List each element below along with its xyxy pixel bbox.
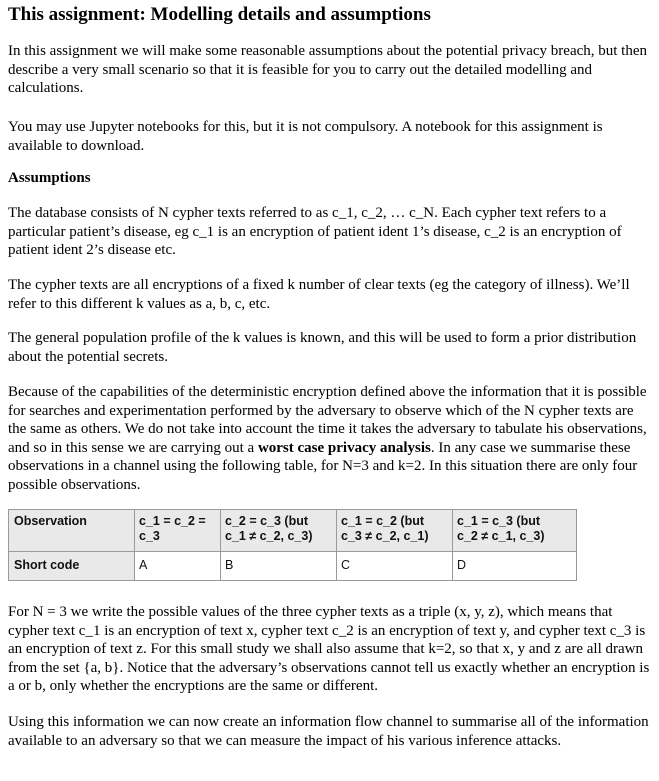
database-paragraph: The database consists of N cypher texts referred to as c_1, c_2, … c_N. Each cypher text refers to a particular patient’s disease, eg c_1 is an encryption of patient ident 1’s disease, c_2 is an encryption of patient ident 2’s disease etc. bbox=[8, 205, 622, 259]
observation-row bbox=[9, 510, 577, 552]
flow-paragraph: Using this information we can now create an information flow channel to summarise all of the information available to an adversary so that we can measure the impact of his various inference attacks. bbox=[8, 714, 649, 749]
observation-cell: c_1 = c_3 (but c_2 ≠ c_1, c_3) bbox=[453, 510, 577, 552]
short-code-cell: B bbox=[221, 552, 337, 581]
triple-paragraph: For N = 3 we write the possible values of the three cypher texts as a triple (x, y, z), which means that cypher text c_1 is an encryption of text x, cypher text c_2 is an encryption of text y, and cypher text c_3 is an encryption of text z. For this small study we shall also assume that k=2, so that x, y and z are all drawn from the set {a, b}. Notice that the adversary’s observations cannot tell us exactly whether an encryption is a or b, only whether the encryptions are the same or different. bbox=[8, 604, 650, 695]
short-code-header: Short code bbox=[9, 552, 135, 581]
observation-cell: c_2 = c_3 (but c_1 ≠ c_2, c_3) bbox=[221, 510, 337, 552]
short-code-cell: A bbox=[135, 552, 221, 581]
short-code-row bbox=[9, 552, 577, 581]
cypher-paragraph: The cypher texts are all encryptions of a fixed k number of clear texts (eg the category of illness). We’ll refer to this different k values as a, b, c, etc. bbox=[8, 277, 630, 312]
observation-header: Observation bbox=[9, 510, 135, 552]
capabilities-paragraph bbox=[8, 383, 653, 495]
short-code-cell: C bbox=[337, 552, 453, 581]
capabilities-text-before: Because of the capabilities of the deterministic encryption defined above the information that it is possible for searches and experimentation performed by the adversary to observe which of the N cypher texts are the same as others. We do not take into account the time it takes the adversary to tabulate his observations, and so in this sense we are carrying out a bbox=[8, 384, 647, 456]
observation-cell: c_1 = c_2 (but c_3 ≠ c_2, c_1) bbox=[337, 510, 453, 552]
worst-case-emphasis: worst case privacy analysis bbox=[257, 439, 431, 456]
short-code-cell: D bbox=[453, 552, 577, 581]
assumptions-heading: Assumptions bbox=[8, 170, 91, 186]
jupyter-paragraph: You may use Jupyter notebooks for this, but it is not compulsory. A notebook for this assignment is available to download. bbox=[8, 119, 603, 154]
observation-cell: c_1 = c_2 = c_3 bbox=[135, 510, 221, 552]
capabilities-text-after: . In any case we summarise these observations in a channel using the following table, for N=3 and k=2. In this situation there are only four possible observations. bbox=[8, 439, 638, 493]
intro-paragraph: In this assignment we will make some reasonable assumptions about the potential privacy breach, but then describe a very small scenario so that it is feasible for you to carry out the detailed modelling and calculations. bbox=[8, 43, 648, 97]
observation-table bbox=[8, 509, 577, 581]
page-title: This assignment: Modelling details and assumptions bbox=[8, 4, 431, 25]
population-paragraph: The general population profile of the k values is known, and this will be used to form a prior distribution about the potential secrets. bbox=[8, 330, 637, 365]
